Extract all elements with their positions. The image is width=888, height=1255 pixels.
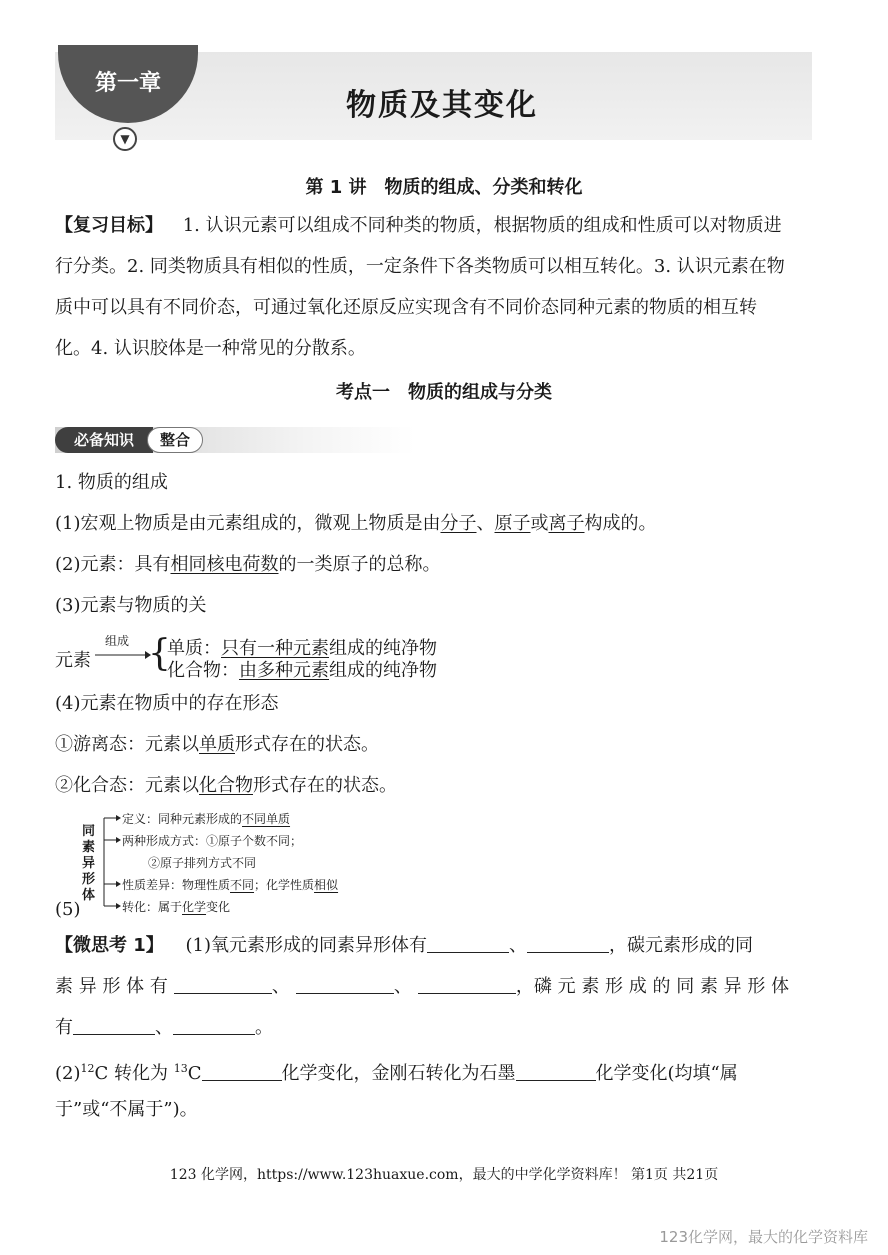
text: ，磷 元 素 形 成 的 同 素 异 形 体: [515, 976, 790, 997]
text: 化学变化，金刚石转化为石墨: [281, 1063, 516, 1084]
text: 。: [255, 1017, 273, 1038]
answer-blank[interactable]: [296, 975, 394, 994]
answer-blank[interactable]: [527, 934, 609, 953]
text: (1)氧元素形成的同素异形体有: [185, 935, 428, 956]
brace-icon: {: [148, 633, 171, 674]
composition-item4: (4)元素在物质中的存在形态: [55, 693, 279, 714]
text: 、: [509, 935, 528, 956]
answer-blank[interactable]: [202, 1062, 282, 1081]
answer-blank[interactable]: [174, 975, 272, 994]
allotrope-forms2: ②原子排列方式不同: [148, 856, 257, 870]
think-label: 【微思考 1】: [55, 935, 164, 956]
section-tag-light: 整合: [147, 427, 203, 453]
text: 构成的。: [584, 513, 657, 534]
text: 有: [55, 1017, 73, 1038]
answer-ion: 离子: [548, 513, 585, 534]
review-goals-line4: 化。4. 认识胶体是一种常见的分散系。: [55, 338, 366, 359]
review-goals-line2: 行分类。2. 同类物质具有相似的性质，一定条件下各类物质可以相互转化。3. 认识元素在物: [55, 256, 785, 277]
element-substance-diagram: [55, 632, 495, 680]
lecture-title: 第 1 讲 物质的组成、分类和转化: [305, 177, 583, 198]
think-line2: [55, 975, 789, 999]
allotrope-v1: 同: [82, 824, 96, 839]
page-footer: 123 化学网，https://www.123huaxue.com，最大的中学化学资料库！ 第1页 共21页: [169, 1167, 719, 1183]
text: 定义：同种元素形成的: [122, 812, 243, 826]
text: (2)元素：具有: [55, 554, 171, 575]
review-goals-label: 【复习目标】: [55, 215, 163, 236]
chapter-badge: 第一章: [58, 45, 198, 123]
answer-blank[interactable]: [418, 975, 516, 994]
answer-one-element: 只有一种元素: [221, 638, 329, 659]
section-tag-dark: 必备知识: [55, 427, 153, 453]
composition-heading: 1. 物质的组成: [55, 472, 168, 493]
text: (1)宏观上物质是由元素组成的，微观上物质是由: [55, 513, 441, 534]
review-goals-line3: 质中可以具有不同价态，可通过氧化还原反应实现含有不同价态同种元素的物质的相互转: [55, 297, 757, 318]
text: 、: [155, 1017, 173, 1038]
text: (2): [55, 1063, 81, 1084]
allotrope-diagram: [80, 810, 400, 916]
answer-chemical: 化学: [182, 900, 207, 914]
section-tag: [55, 427, 415, 453]
text: 单质：: [167, 638, 221, 659]
allotrope-tree-lines: [98, 810, 122, 916]
mass-number-12: 12: [80, 1062, 95, 1075]
text: 形式存在的状态。: [253, 775, 397, 796]
review-goals-text1: 1. 认识元素可以组成不同种类的物质，根据物质的组成和性质可以对物质进: [182, 215, 782, 236]
answer-blank[interactable]: [427, 934, 509, 953]
text: 、: [476, 513, 495, 534]
allotrope-v4: 形: [82, 872, 96, 887]
answer-compound: 化合物: [199, 775, 253, 796]
watermark: 123化学网，最大的化学资料库: [659, 1228, 868, 1246]
answer-different-simple: 不同单质: [242, 812, 291, 826]
text: ，碳元素形成的同: [609, 935, 754, 956]
answer-atom: 原子: [494, 513, 531, 534]
text: 、: [271, 976, 290, 997]
answer-blank[interactable]: [73, 1016, 155, 1035]
text: C: [187, 1063, 202, 1084]
combined-state: [55, 774, 397, 798]
chevron-down-icon: ▼: [113, 127, 137, 151]
text: 或: [530, 513, 549, 534]
compound-row: [167, 656, 437, 682]
composition-item5: (5): [55, 899, 81, 920]
free-state: [55, 733, 379, 757]
kaodian-title: 考点一 物质的组成与分类: [336, 382, 552, 403]
allotrope-forms: 两种形成方式：①原子个数不同；: [122, 834, 303, 848]
text: 化学变化(均填“属: [595, 1063, 738, 1084]
composition-item3: (3)元素与物质的关: [55, 595, 207, 616]
answer-similar: 相似: [314, 878, 339, 892]
answer-blank[interactable]: [173, 1016, 255, 1035]
arrow-label: 组成: [105, 634, 130, 648]
allotrope-transformation: [122, 898, 230, 915]
allotrope-v5: 体: [82, 888, 96, 903]
element-label: 元素: [55, 650, 91, 671]
arrow-icon: [95, 650, 151, 660]
allotrope-v2: 素: [82, 840, 96, 855]
text: ②化合态：元素以: [55, 775, 199, 796]
text: 化合物：: [167, 660, 239, 681]
answer-multi-element: 由多种元素: [239, 660, 329, 681]
think-line4: [55, 1057, 738, 1086]
allotrope-definition: [122, 810, 290, 827]
text: 性质差异：物理性质: [122, 878, 231, 892]
text: C 转化为: [94, 1063, 174, 1084]
text: 组成的纯净物: [329, 660, 437, 681]
answer-nuclear-charge: 相同核电荷数: [170, 554, 279, 575]
text: 形式存在的状态。: [235, 734, 379, 755]
text: 的一类原子的总称。: [278, 554, 441, 575]
answer-molecule: 分子: [440, 513, 477, 534]
answer-blank[interactable]: [516, 1062, 596, 1081]
answer-simple-substance: 单质: [199, 734, 235, 755]
text: 、: [393, 976, 412, 997]
text: ；化学性质: [254, 878, 315, 892]
text: 变化: [206, 900, 231, 914]
mass-number-13: 13: [173, 1062, 188, 1075]
think-line5: 于”或“不属于”)。: [55, 1099, 198, 1120]
composition-item1: [55, 512, 657, 536]
review-goals-line1: [55, 214, 782, 238]
chapter-title: 物质及其变化: [346, 88, 538, 123]
text: 素 异 形 体 有: [55, 976, 168, 997]
think-line3: [55, 1016, 273, 1040]
answer-different: 不同: [230, 878, 255, 892]
text: ①游离态：元素以: [55, 734, 199, 755]
allotrope-v3: 异: [82, 856, 96, 871]
composition-item2: [55, 553, 441, 577]
allotrope-property: [122, 876, 338, 893]
think-line1: [55, 934, 753, 958]
text: 组成的纯净物: [329, 638, 437, 659]
text: 转化：属于: [122, 900, 183, 914]
